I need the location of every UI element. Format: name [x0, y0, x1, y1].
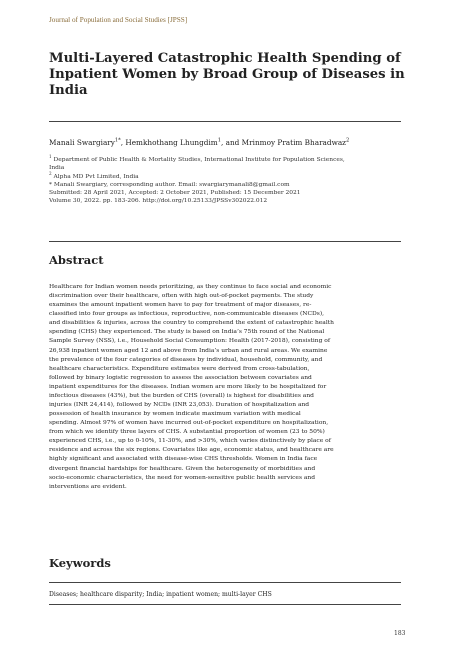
abstract-line: the prevalence of the four categories of diseases by individual, household, community, and	[49, 355, 323, 363]
affiliation-mark: 1	[49, 154, 52, 160]
abstract-line: from which we identify three layers of CHS. A substantial proportion of women (23 to 50%)	[49, 428, 325, 436]
abstract-line: possession of health insurance by women indicate maximum variation with medical	[49, 410, 301, 418]
abstract-line: Healthcare for Indian women needs prioritizing, as they continue to face social and economic	[49, 283, 332, 290]
abstract-line: spending. Almost 97% of women have incurred out-of-pocket expenditure on hospitalization,	[49, 419, 329, 427]
abstract-line: classified into four groups as infectious, reproductive, non-communicable diseases (NCDs),	[49, 310, 325, 318]
abstract-line: followed by binary logistic regression to assess the association between covariates and	[49, 373, 312, 381]
affiliation-line: $^2$ Alpha MD Pvt Limited, India	[49, 170, 139, 180]
affiliation-line: $^1$ Department of Public Health & Mortality Studies, International Institute for Population Sciences,	[49, 154, 345, 163]
page-number: 183	[394, 630, 406, 637]
abstract-line: injuries (INR 24,414), followed by NCDs (INR 23,053). Duration of hospitalization and	[49, 401, 310, 409]
abstract-heading: Abstract	[49, 253, 104, 267]
affiliation-mark: 2	[49, 170, 52, 176]
author-affiliation-mark: 2	[346, 137, 350, 144]
abstract-line: inpatient expenditures for the diseases. Indian women are more likely to be hospitalized for	[49, 382, 327, 390]
abstract-line: examines the amount inpatient women have to pay for treatment of major diseases, re-	[49, 301, 312, 309]
corresponding-author: * Manali Swargiary, corresponding author. Email: swargiarymanali8@gmail.com	[49, 181, 290, 188]
abstract-body	[49, 282, 405, 491]
author-separator: , and	[220, 138, 242, 147]
author-name: Manali Swargiary	[49, 138, 115, 147]
title-line: India	[49, 83, 88, 98]
author-name: Mrinmoy Pratim Bharadwaz	[241, 138, 347, 147]
keywords-bottom-divider	[49, 604, 401, 605]
author-list	[49, 138, 349, 147]
abstract-line: spending (CHS) they experienced. The study is based on India’s 75th round of the National	[49, 328, 325, 336]
abstract-line: socio-economic characteristics, the need for women-sensitive public health services and	[49, 473, 316, 481]
keywords-heading: Keywords	[49, 556, 111, 570]
abstract-line: 26,938 inpatient women aged 12 and above from India’s urban and rural areas. We examine	[49, 346, 328, 354]
abstract-line: and disabilities & injuries, across the country to comprehend the extent of catastrophic health	[49, 319, 334, 327]
journal-name: Journal of Population and Social Studies [JPSS]	[49, 16, 188, 24]
volume-doi: Volume 30, 2022. pp. 183-206. http://doi.org/10.25133/JPSSv302022.012	[49, 198, 268, 205]
abstract-line: infectious diseases (43%), but the burden of CHS (overall) is highest for disabilities and	[49, 391, 314, 399]
title-line: Multi-Layered Catastrophic Health Spending of	[49, 51, 401, 66]
author-name: Hemkhothang Lhungdim	[125, 138, 218, 147]
keywords-divider	[49, 582, 401, 583]
header-divider	[49, 241, 401, 242]
author-affiliation-mark: 1*	[114, 137, 121, 144]
abstract-line: Sample Survey (NSS), i.e., Household Social Consumption: Health (2017-2018), consisting of	[49, 337, 331, 345]
submission-dates: Submitted: 28 April 2021, Accepted: 2 October 2021, Published: 15 December 2021	[49, 190, 301, 197]
article-title	[49, 51, 409, 99]
author-affiliation-mark: 1	[217, 137, 221, 144]
abstract-line: experienced CHS, i.e., up to 0-10%, 11-30%, and >30%, which varies distinctively by place of	[49, 437, 331, 445]
abstract-line: interventions are evident.	[49, 482, 127, 490]
abstract-line: healthcare characteristics. Expenditure estimates were derived from cross-tabulation,	[49, 364, 310, 372]
abstract-line: highly significant and associated with disease-wise CHS thresholds. Women in India face	[49, 455, 318, 463]
affiliations-block	[49, 156, 409, 206]
affiliation-line: India	[49, 165, 65, 172]
title-line: Inpatient Women by Broad Group of Diseases in	[49, 67, 405, 82]
author-separator: ,	[120, 138, 126, 147]
abstract-line: divergent financial hardships for healthcare. Given the heterogeneity of morbidities and	[49, 464, 316, 472]
keywords-text: Diseases; healthcare disparity; India; inpatient women; multi-layer CHS	[49, 591, 272, 598]
abstract-line: residence and across the six regions. Covariates like age, economic status, and healthcare are	[49, 446, 334, 454]
abstract-line: discrimination over their healthcare, often with high out-of-pocket payments. The study	[49, 292, 314, 300]
title-divider	[49, 121, 401, 122]
